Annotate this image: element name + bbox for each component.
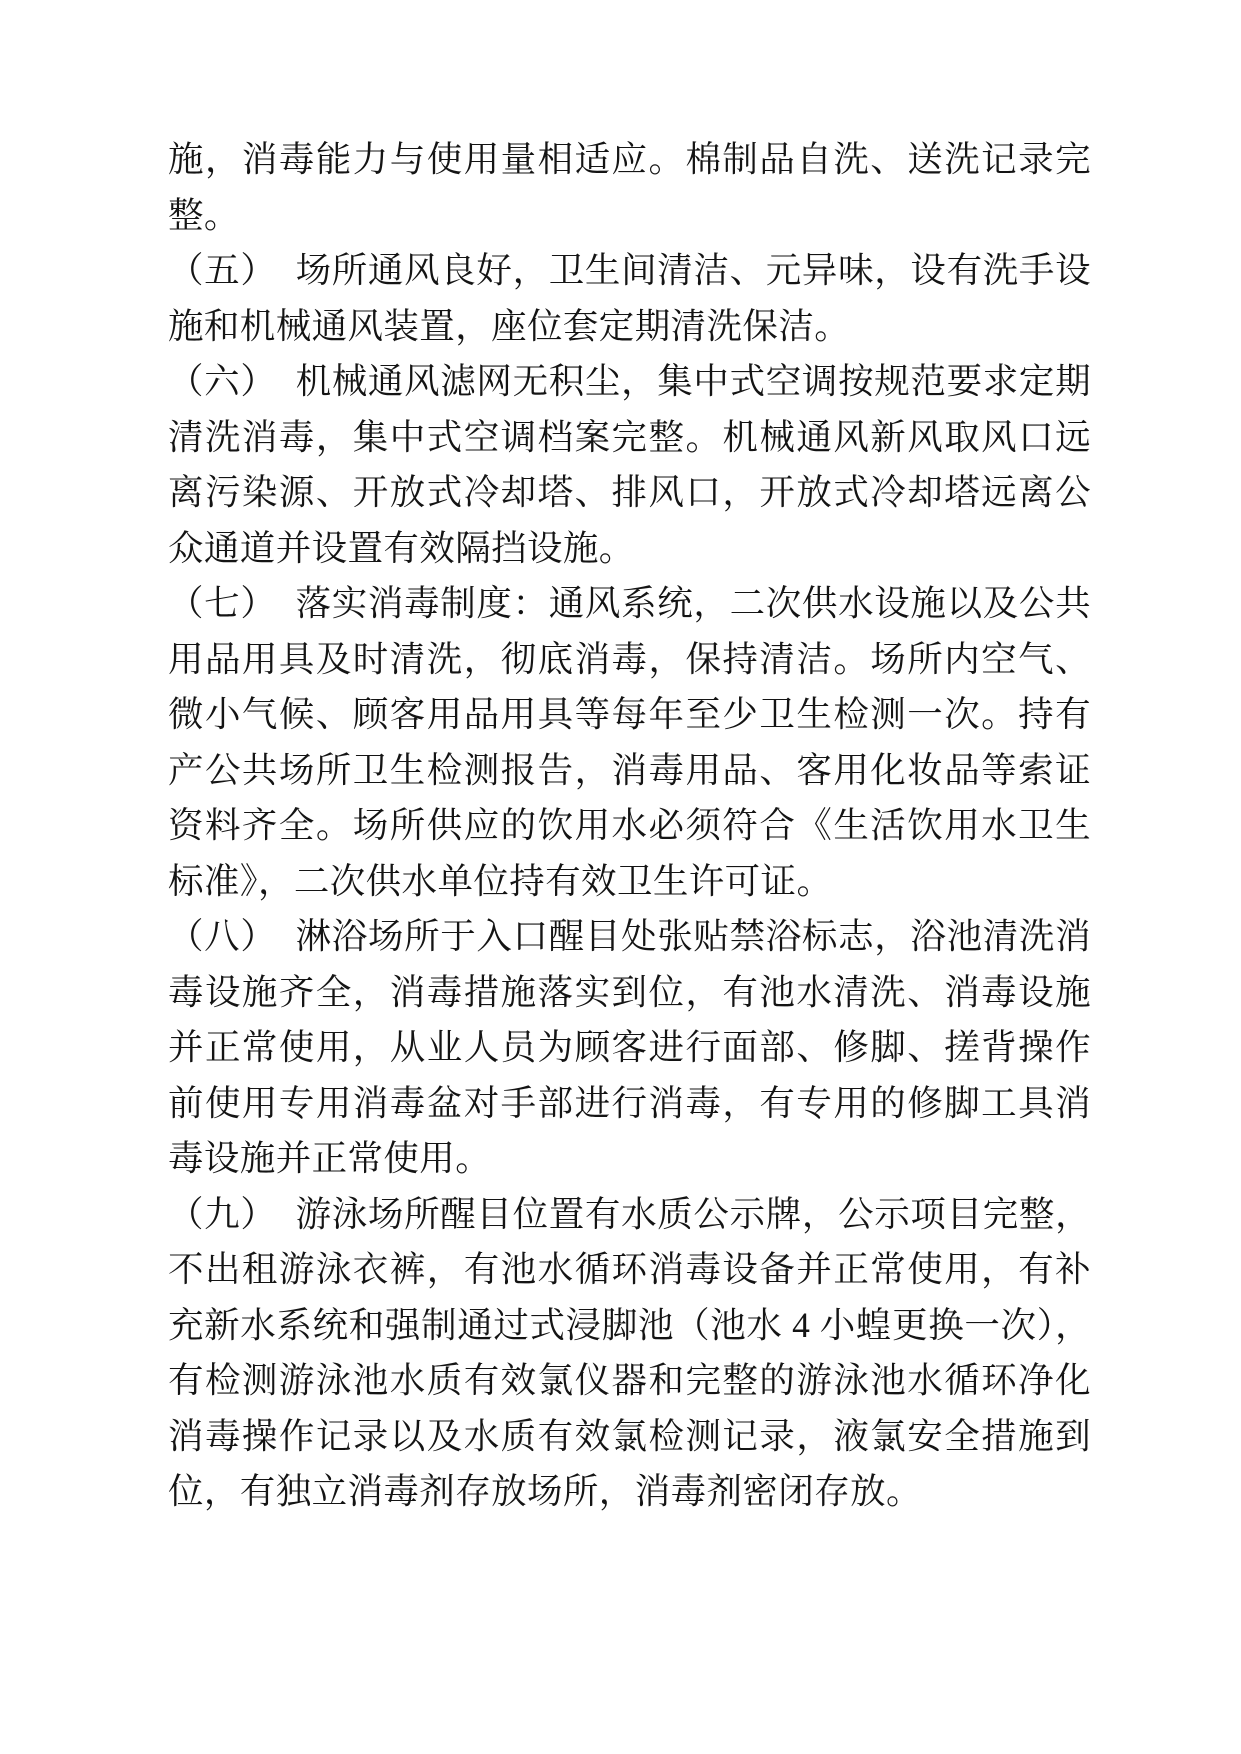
paragraph-item-five: （五） 场所通风良好，卫生间清洁、元异味，设有洗手设施和机械通风装置，座位套定期清洗保洁。 xyxy=(168,250,1091,346)
paragraph-item-nine: （九） 游泳场所醒目位置有水质公示牌，公示项目完整，不出租游泳衣裤，有池水循环消毒设备并正常使用，有补充新水系统和强制通过式浸脚池（池水 4 小蝗更换一次），有检测游泳池水质有效氯仪器和完整的游泳池水循环净化消毒操作记录以及水质有效氯检测记录，液氯安全措施到位，有独立消毒剂存放场所，消毒剂密闭存放。 xyxy=(168,1193,1091,1511)
paragraph-item-eight: （八） 淋浴场所于入口醒目处张贴禁浴标志，浴池清洗消毒设施齐全，消毒措施落实到位，有池水清洗、消毒设施并正常使用，从业人员为顾客进行面部、修脚、搓背操作前使用专用消毒盆对手部进行消毒，有专用的修脚工具消毒设施并正常使用。 xyxy=(168,916,1091,1178)
paragraph-continuation: 施，消毒能力与使用量相适应。棉制品自洗、送洗记录完整。 xyxy=(168,139,1091,235)
paragraph-item-seven: （七） 落实消毒制度：通风系统，二次供水设施以及公共用品用具及时清洗，彻底消毒，保持清洁。场所内空气、微小气候、顾客用品用具等每年至少卫生检测一次。持有产公共场所卫生检测报告，消毒用品、客用化妆品等索证资料齐全。场所供应的饮用水必须符合《生活饮用水卫生标准》，二次供水单位持有效卫生许可证。 xyxy=(168,583,1091,901)
paragraph-item-six: （六） 机械通风滤网无积尘，集中式空调按规范要求定期清洗消毒，集中式空调档案完整。机械通风新风取风口远离污染源、开放式冷却塔、排风口，开放式冷却塔远离公众通道并设置有效隔挡设施。 xyxy=(168,361,1091,568)
document-body xyxy=(168,132,1091,1520)
